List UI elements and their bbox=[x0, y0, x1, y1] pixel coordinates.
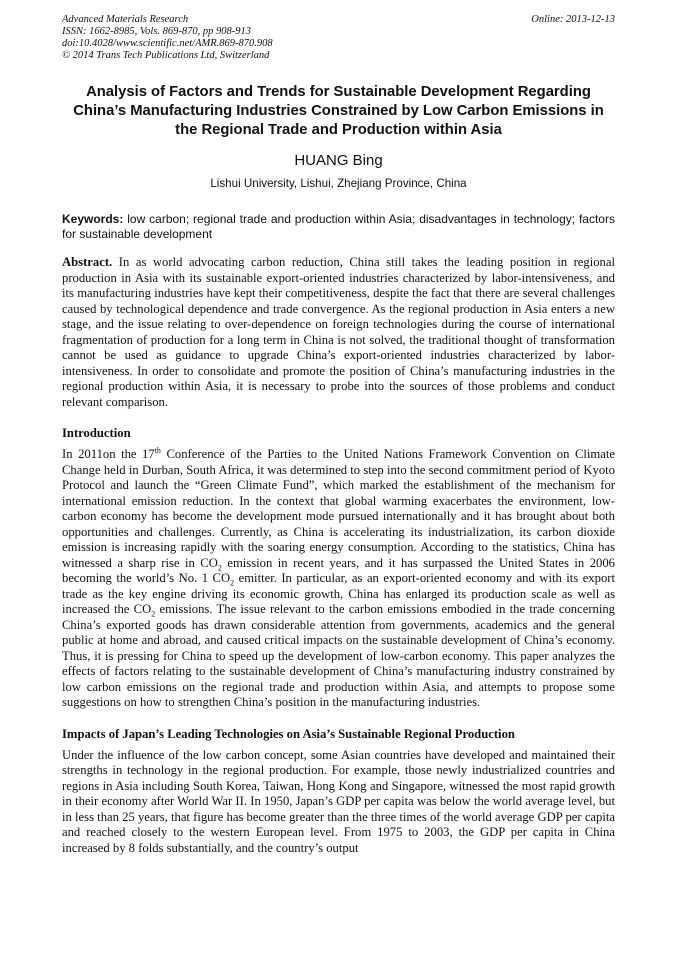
doi-line: doi:10.4028/www.scientific.net/AMR.869-870.908 bbox=[62, 38, 273, 49]
abstract bbox=[62, 255, 615, 410]
intro-text-3: emission in recent years, and it has surpassed the United States in 2006 becoming the world’s No. 1 CO bbox=[62, 555, 615, 585]
intro-subscript-2: 2 bbox=[230, 578, 235, 588]
copyright-line: © 2014 Trans Tech Publications Ltd, Switzerland bbox=[62, 50, 270, 61]
abstract-text: In as world advocating carbon reduction, China still takes the leading position in regional production in Asia with its sustainable export-oriented industries characterized by labor-intensiveness, and its manufacturing industries have kept their competitiveness, despite the fact that there are several challenges caused by technological dependence and trade convergence. As the regional production in Asia enters a new stage, and the issue relating to over-dependence on foreign technologies during the course of international fragmentation of production for a long term in China is not solved, the traditional thought of transformation cannot be used as guidance to upgrade China’s export-oriented industries characterized by labor-intensiveness. In order to consolidate and promote the position of China’s manufacturing industries in the regional production within Asia, it is necessary to probe into the sources of those problems and conduct relevant comparison. bbox=[62, 255, 615, 409]
keywords bbox=[62, 212, 615, 242]
intro-subscript-1: 2 bbox=[217, 563, 222, 573]
intro-text-5: emissions. The issue relevant to the carbon emissions embodied in the trade concerning China’s exported goods has drawn considerable attention from governments, academics and the general public at home and abroad, and caused critical impacts on the sustainable development of China’s economy. Thus, it is pressing for China to speed up the development of low-carbon economy. This paper analyzes the effects of factors relating to the sustainable development of China’s manufacturing industry constrained by low carbon emissions on the regional trade and production within Asia, and attempts to propose some suggestions on how to strengthen China’s position in the manufacturing industries. bbox=[62, 602, 616, 709]
author-affiliation: Lishui University, Lishui, Zhejiang Province, China bbox=[210, 177, 467, 190]
paper-page bbox=[62, 14, 615, 856]
intro-subscript-3: 2 bbox=[151, 609, 156, 619]
issn-line: ISSN: 1662-8985, Vols. 869-870, pp 908-913 bbox=[62, 26, 251, 37]
section2-paragraph: Under the influence of the low carbon concept, some Asian countries have developed and maintained their strengths in technology in the regional production. For example, those newly industrialized countries and regions in Asia including South Korea, Taiwan, Hong Kong and Singapore, witnessed the most rapid growth in their economy after World War II. In 1950, Japan’s GDP per capita was below the world average level, but in less than 25 years, that figure has become greater than the three times of the world average GDP per capita and reached closely to the western European level. From 1975 to 2003, the GDP per capita in China increased by 8 folds substantially, and the country’s output bbox=[62, 747, 615, 855]
paper-title: Analysis of Factors and Trends for Sustainable Development Regarding China’s Manufacturing Industries Constrained by Low Carbon Emissions in the Regional Trade and Production within Asia bbox=[73, 84, 604, 138]
journal-header bbox=[62, 14, 615, 62]
author-name: HUANG Bing bbox=[294, 152, 383, 169]
intro-text-2: Conference of the Parties to the United Nations Framework Convention on Climate Change held in Durban, South Africa, it was determined to step into the second commitment period of Kyoto Protocol and launch the “Green Climate Fund”, which marked the establishment of the mechanism for international emission reduction. In the context that global warming exacerbates the environment, low-carbon economy has become the development mode pursued internationally and it has brought about both opportunities and challenges. Currently, as China is accelerating its industrialization, its carbon dioxide emission is increasing rapidly with the soaring energy consumption. According to the statistics, China has witnessed a sharp rise in CO bbox=[62, 447, 615, 570]
intro-superscript: th bbox=[154, 445, 161, 455]
introduction-paragraph bbox=[62, 447, 615, 711]
section2-heading: Impacts of Japan’s Leading Technologies on Asia’s Sustainable Regional Production bbox=[62, 726, 515, 741]
journal-name: Advanced Materials Research bbox=[62, 14, 189, 25]
abstract-label: Abstract. bbox=[62, 255, 113, 269]
online-date: Online: 2013-12-13 bbox=[531, 14, 615, 25]
keywords-label: Keywords: bbox=[62, 212, 124, 226]
intro-text-1: In 2011on the 17 bbox=[62, 447, 155, 461]
intro-text-4: emitter. In particular, as an export-oriented economy and with its export trade as the key engine driving its economic growth, China has enlarged its production scale as well as increased the CO bbox=[62, 571, 615, 616]
keywords-text: low carbon; regional trade and production within Asia; disadvantages in technology; factors for sustainable development bbox=[62, 212, 615, 241]
introduction-heading: Introduction bbox=[62, 426, 131, 440]
